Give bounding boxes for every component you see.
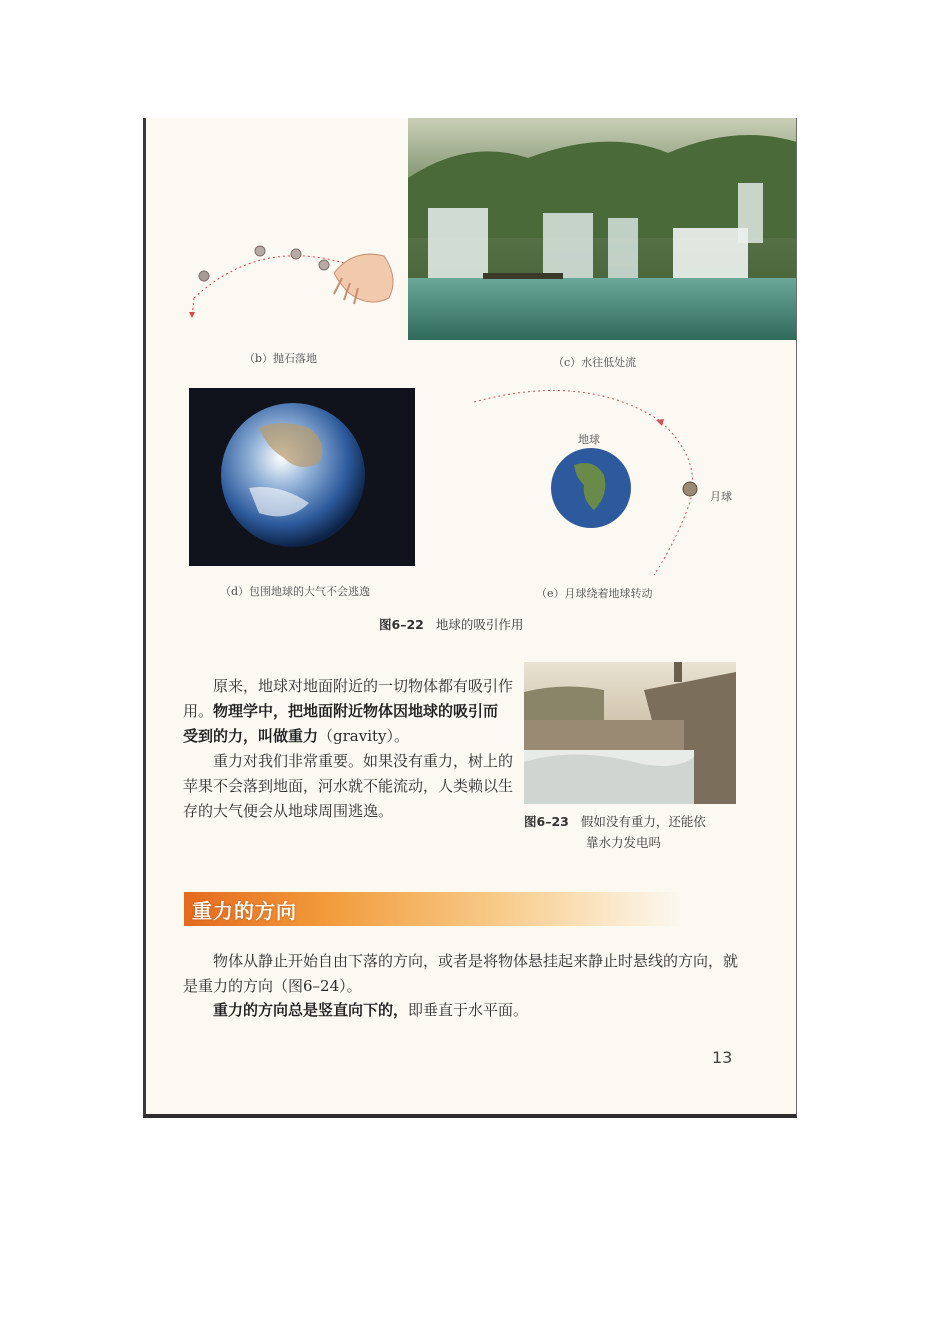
gravity-importance-paragraph: 重力对我们非常重要。如果没有重力，树上的苹果不会落到地面，河水就不能流动，人类赖以生存的大气便会从地球周围逃逸。	[183, 752, 514, 820]
waterfall-photo	[408, 118, 797, 340]
caption-d: （d）包围地球的大气不会逃逸	[220, 585, 371, 598]
stone-throw-illustration	[184, 238, 414, 338]
paragraph1-bold: 物理学中，把地面附近物体因地球的吸引而受到的力，叫做重力	[183, 702, 499, 745]
moon-label: 月球	[710, 490, 732, 503]
direction-rule-bold: 重力的方向总是竖直向下的，	[213, 1001, 409, 1019]
direction-rule-paragraph	[183, 998, 738, 1023]
textbook-page	[143, 118, 797, 1118]
figure-6-23-number: 图6–23	[524, 814, 569, 829]
hydropower-dam-photo	[524, 662, 736, 804]
caption-b: （b）抛石落地	[244, 352, 318, 365]
earth-photo	[189, 388, 415, 566]
figure-6-22-text: 地球的吸引作用	[435, 617, 524, 632]
figure-6-22-title	[379, 615, 523, 633]
figure-6-23-title	[524, 812, 706, 830]
direction-rule-normal: 即垂直于水平面。	[408, 1001, 529, 1019]
gravity-definition-paragraph	[183, 674, 513, 749]
section-heading-bar	[184, 892, 684, 926]
figure-6-23-line1: 假如没有重力，还能依	[580, 814, 706, 829]
moon-orbit-diagram	[464, 380, 704, 580]
figure-6-23-line2: 靠水力发电吗	[586, 835, 662, 850]
caption-e: （e）月球绕着地球转动	[536, 587, 653, 600]
paragraph1-term: （gravity）。	[318, 727, 410, 745]
page-number: 13	[712, 1048, 733, 1067]
section-title: 重力的方向	[192, 899, 297, 923]
direction-paragraph: 物体从静止开始自由下落的方向，或者是将物体悬挂起来静止时悬线的方向，就是重力的方向（图6–24）。	[183, 952, 739, 995]
earth-label: 地球	[578, 433, 600, 446]
caption-c: （c）水往低处流	[553, 356, 637, 369]
figure-6-22-number: 图6–22	[379, 617, 424, 632]
paragraph1-normal: 原来，地球对地面附近的一切物体都有吸引作用。	[183, 677, 514, 720]
